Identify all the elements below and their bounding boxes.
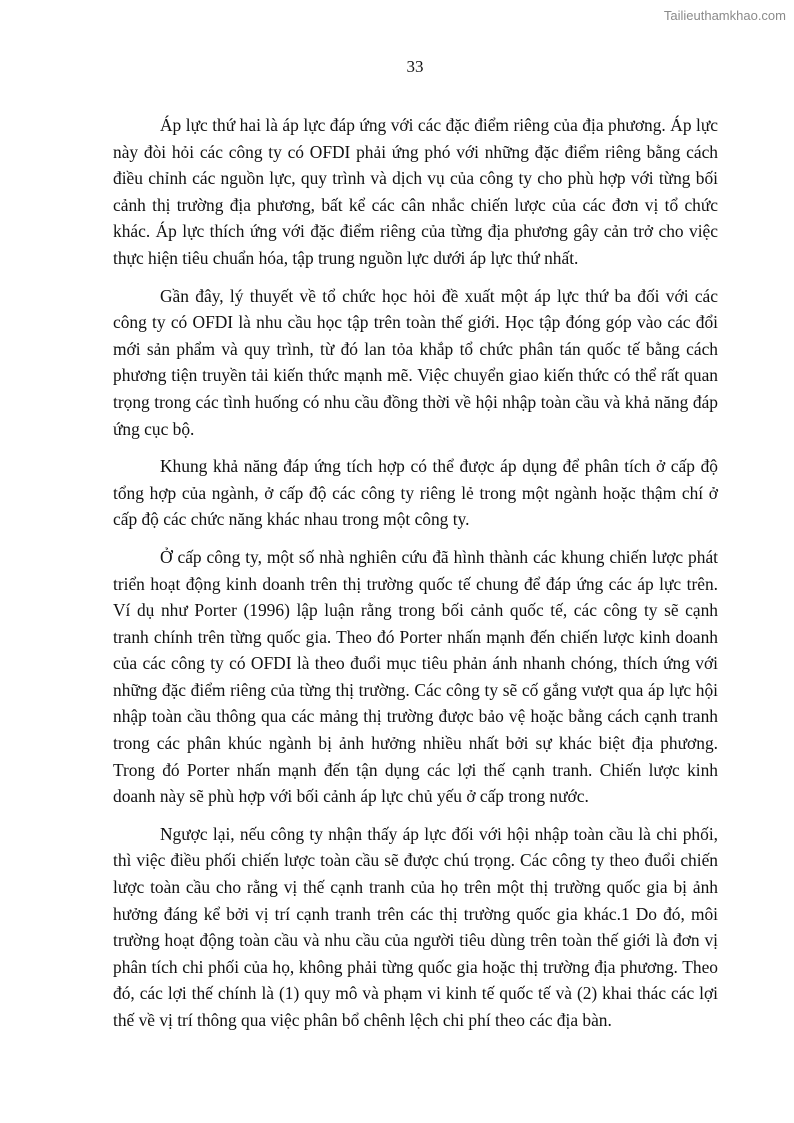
paragraph: Ngược lại, nếu công ty nhận thấy áp lực đối với hội nhập toàn cầu là chi phối, thì việc điều phối chiến lược toàn cầu sẽ được chú trọng. Các công ty theo đuổi chiến lược toàn cầu cho rằng vị thế cạnh tranh của họ trên một thị trường quốc gia bị ảnh hưởng đáng kể bởi vị trí cạnh tranh trên các thị trường quốc gia khác.1 Do đó, môi trường hoạt động toàn cầu và nhu cầu của người tiêu dùng trên toàn thế giới là đơn vị phân tích chi phối của họ, không phải từng quốc gia hoặc thị trường địa phương. Theo đó, các lợi thế chính là (1) quy mô và phạm vi kinh tế quốc tế và (2) khai thác các lợi thế về vị trí thông qua việc phân bổ chênh lệch chi phí theo các địa bàn. (113, 823, 718, 1030)
page-number: 33 (406, 57, 424, 76)
paragraph: Ở cấp công ty, một số nhà nghiên cứu đã hình thành các khung chiến lược phát triển hoạt động kinh doanh trên thị trường quốc tế chung để đáp ứng các áp lực trên. Ví dụ như Porter (1996) lập luận rằng trong bối cảnh quốc tế, các công ty sẽ cạnh tranh chính trên từng quốc gia. Theo đó Porter nhấn mạnh đến chiến lược kinh doanh của các công ty có OFDI là theo đuổi mục tiêu phản ánh nhanh chóng, thích ứng với những đặc điểm riêng của từng thị trường. Các công ty sẽ cố gắng vượt qua áp lực hội nhập toàn cầu thông qua các mảng thị trường được bảo vệ hoặc bằng cách cạnh tranh trong các phân khúc ngành bị ảnh hưởng nhiều nhất bởi sự khác biệt địa phương. Trong đó Porter nhấn mạnh đến tận dụng các lợi thế cạnh tranh. Chiến lược kinh doanh này sẽ phù hợp với bối cảnh áp lực chủ yếu ở cấp trong nước. (113, 546, 718, 807)
paragraph: Áp lực thứ hai là áp lực đáp ứng với các đặc điểm riêng của địa phương. Áp lực này đòi hỏi các công ty có OFDI phải ứng phó với những đặc điểm riêng bằng cách điều chỉnh các nguồn lực, quy trình và dịch vụ của công ty cho phù hợp với từng bối cảnh thị trường địa phương, bất kể các cân nhắc chiến lược của các đơn vị tổ chức khác. Áp lực thích ứng với đặc điểm riêng của từng địa phương gây cản trở cho việc thực hiện tiêu chuẩn hóa, tập trung nguồn lực dưới áp lực thứ nhất. (113, 115, 718, 268)
watermark: Tailieuthamkhao.com (663, 8, 786, 23)
paragraph: Gần đây, lý thuyết về tổ chức học hỏi đề xuất một áp lực thứ ba đối với các công ty có OFDI là nhu cầu học tập trên toàn thế giới. Học tập đóng góp vào các đổi mới sản phẩm và quy trình, từ đó lan tỏa khắp tổ chức phân tán quốc tế bằng cách phương tiện truyền tải kiến thức mạnh mẽ. Việc chuyển giao kiến thức có thể rất quan trọng trong các tình huống có nhu cầu đồng thời về hội nhập toàn cầu và khả năng đáp ứng cục bộ. (113, 285, 718, 439)
document-body (113, 112, 718, 1045)
paragraph: Khung khả năng đáp ứng tích hợp có thể được áp dụng để phân tích ở cấp độ tổng hợp của ngành, ở cấp độ các công ty riêng lẻ trong một ngành hoặc thậm chí ở cấp độ các chức năng khác nhau trong một công ty. (113, 456, 718, 530)
